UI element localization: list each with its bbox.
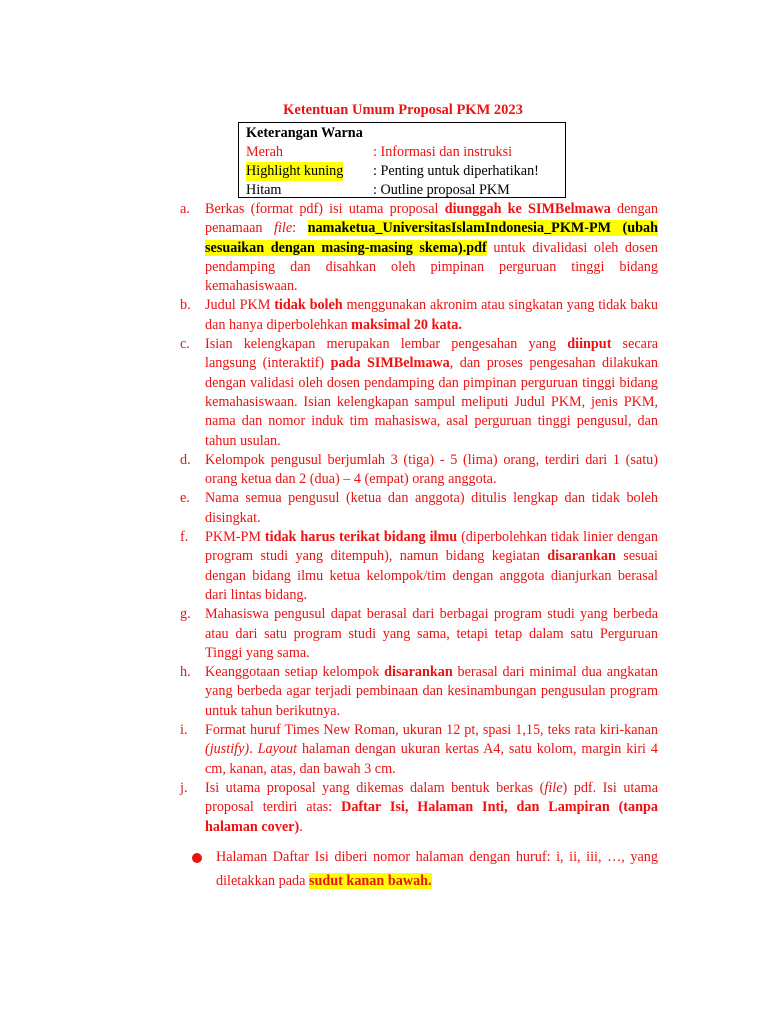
item-text: Keanggotaan setiap kelompok: [205, 664, 385, 681]
list-marker: d.: [180, 451, 191, 468]
list-marker: h.: [180, 664, 191, 681]
legend-row-red: [246, 143, 565, 162]
item-text: halaman dengan ukuran kertas A4, satu kolom, margin kiri 4 cm, kanan, atas, dan bawah 3 cm.: [205, 741, 658, 777]
list-marker: e.: [180, 490, 190, 507]
item-italic: Layout: [257, 741, 298, 758]
list-item: [180, 200, 658, 296]
item-text: ) pdf. Isi utama proposal terdiri atas:: [205, 779, 658, 816]
item-text: , dan proses pengesahan dilakukan dengan validasi oleh dosen pendamping dan pimpinan perguruan tinggi bidang kemahasiswaan. Isian kelengkapan sampul meliputi Judul PKM, jenis PKM, nama dan nomor induk tim mahasiswa, asal perguruan tinggi pengusul, dan tahun usulan.: [205, 355, 658, 449]
list-item: [180, 779, 658, 837]
legend-desc: : Penting untuk diperhatikan!: [373, 163, 539, 179]
item-bold: diunggah ke SIMBelmawa: [444, 201, 611, 217]
item-text: Isian kelengkapan merupakan lembar pengesahan yang: [205, 336, 568, 353]
item-text: secara langsung (interaktif): [205, 336, 658, 372]
item-bold: diinput: [567, 336, 612, 353]
bullet-text: [192, 845, 658, 893]
bullet-dot-icon: [192, 853, 202, 863]
legend-label: Hitam: [246, 182, 282, 198]
item-text: .: [249, 741, 258, 758]
item-bold: disarankan: [384, 664, 453, 681]
list-marker: i.: [180, 722, 188, 739]
item-italic: (justify): [205, 741, 250, 758]
item-text: berasal dari minimal dua angkatan yang berbeda agar terjadi pembinaan dan kesinambungan pengusulan program untuk tahun berikutnya.: [205, 664, 658, 719]
list-item: [180, 721, 658, 779]
item-text: menggunakan akronim atau singkatan yang tidak baku dan hanya diperbolehkan: [205, 297, 658, 333]
item-text: Format huruf Times New Roman, ukuran 12 pt, spasi 1,15, teks rata kiri-kanan: [205, 722, 658, 739]
list-item: [180, 296, 658, 335]
item-text: Nama semua pengusul (ketua dan anggota) ditulis lengkap dan tidak boleh disingkat.: [205, 490, 658, 526]
item-text: Judul PKM: [205, 297, 275, 314]
item-text: PKM-PM: [205, 529, 265, 546]
item-text: Isi utama proposal yang dikemas dalam bentuk berkas (: [205, 779, 545, 796]
item-text: dengan penamaan: [205, 201, 658, 237]
item-italic: file: [274, 220, 293, 237]
item-bold: tidak boleh: [274, 297, 343, 314]
list-marker: a.: [180, 201, 190, 217]
item-bold: pada SIMBelmawa: [330, 355, 450, 372]
legend-heading: Keterangan Warna: [246, 125, 363, 141]
item-text: sesuai dengan bidang ilmu ketua kelompok/tim dengan anggota dianjurkan berasal dari lintas bidang.: [205, 548, 658, 603]
item-bold: tidak harus terikat bidang ilmu: [264, 529, 458, 546]
list-marker: g.: [180, 606, 191, 623]
legend-row-highlight: [246, 162, 565, 181]
list-marker: f.: [180, 529, 189, 546]
legend-desc: : Outline proposal PKM: [373, 182, 510, 198]
item-text: .: [299, 818, 303, 835]
legend-label: Merah: [246, 144, 284, 160]
item-text: Kelompok pengusul berjumlah 3 (tiga) - 5 (lima) orang, terdiri dari 1 (satu) orang ketua dan 2 (dua) – 4 (empat) orang anggota.: [205, 451, 658, 488]
item-italic: file: [544, 779, 563, 796]
legend-desc: : Informasi dan instruksi: [373, 144, 513, 160]
item-highlight: sudut kanan bawah.: [308, 873, 432, 889]
list-marker: j.: [180, 779, 188, 796]
item-bold: Daftar Isi, Halaman Inti, dan Lampiran (tanpa halaman cover): [205, 799, 658, 835]
list-item: [180, 605, 658, 663]
bullet-item: [192, 845, 658, 893]
item-text: untuk divalidasi oleh dosen pendamping dan disahkan oleh pimpinan perguruan tinggi bidang kemahasiswaan.: [205, 239, 658, 295]
item-bold: maksimal 20 kata.: [351, 316, 462, 333]
list-item: [180, 663, 658, 721]
legend-row-black: [246, 181, 565, 200]
item-highlight: namaketua_UniversitasIslamIndonesia_PKM-PM (ubah sesuaikan dengan masing-masing skema).pdf: [205, 220, 658, 256]
page-title: Ketentuan Umum Proposal PKM 2023: [283, 102, 523, 118]
legend-label: Highlight kuning: [246, 163, 344, 179]
list-item: [180, 451, 658, 490]
list-item: [180, 489, 658, 528]
item-bold: disarankan: [547, 548, 616, 565]
list-marker: b.: [180, 297, 191, 314]
color-legend-box: [238, 122, 566, 198]
rules-list: [180, 200, 658, 837]
list-item: [180, 335, 658, 451]
item-text: (diperbolehkan tidak linier dengan program studi yang ditempuh), namun bidang kegiatan: [205, 529, 658, 565]
item-text: :: [292, 220, 308, 237]
item-text: Mahasiswa pengusul dapat berasal dari berbagai program studi yang berbeda atau dari satu program studi yang sama, tetapi tetap dalam satu Perguruan Tinggi yang sama.: [205, 606, 658, 661]
list-marker: c.: [180, 336, 190, 353]
list-item: [180, 528, 658, 605]
item-text: Berkas (format pdf) isi utama proposal: [205, 201, 445, 217]
item-text: Halaman Daftar Isi diberi nomor halaman dengan huruf: i, ii, iii, …, yang diletakkan pada: [216, 849, 658, 889]
